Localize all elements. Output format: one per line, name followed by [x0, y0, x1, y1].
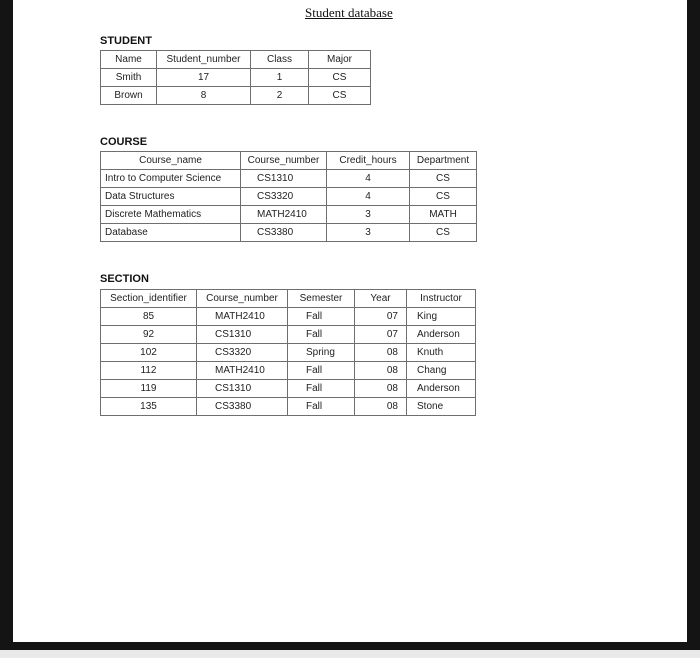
table-cell: King: [407, 308, 476, 326]
table-cell: Fall: [288, 326, 355, 344]
table-row: [101, 69, 371, 87]
table-row: [101, 326, 476, 344]
table-row: [101, 206, 477, 224]
student-table-label: STUDENT: [100, 35, 152, 47]
column-header: Section_identifier: [101, 290, 197, 308]
table-cell: 4: [327, 170, 410, 188]
bottom-strip: [0, 650, 700, 658]
table-cell: Fall: [288, 362, 355, 380]
table-cell: CS3380: [197, 398, 288, 416]
table-cell: Spring: [288, 344, 355, 362]
table-row: [101, 362, 476, 380]
table-row: [101, 224, 477, 242]
table-cell: Data Structures: [101, 188, 241, 206]
table-cell: 135: [101, 398, 197, 416]
table-row: [101, 188, 477, 206]
table-cell: CS: [410, 170, 477, 188]
table-cell: 4: [327, 188, 410, 206]
table-cell: CS1310: [197, 326, 288, 344]
table-cell: CS: [309, 87, 371, 105]
table-cell: MATH2410: [197, 308, 288, 326]
table-row: [101, 170, 477, 188]
table-cell: 102: [101, 344, 197, 362]
table-cell: Chang: [407, 362, 476, 380]
table-cell: 85: [101, 308, 197, 326]
table-cell: 17: [157, 69, 251, 87]
table-cell: CS: [309, 69, 371, 87]
column-header: Course_name: [101, 152, 241, 170]
table-cell: Fall: [288, 398, 355, 416]
student-table: [100, 50, 371, 105]
table-cell: 07: [355, 308, 407, 326]
column-header: Name: [101, 51, 157, 69]
table-cell: CS3320: [197, 344, 288, 362]
table-cell: Stone: [407, 398, 476, 416]
table-cell: 08: [355, 380, 407, 398]
table-row: [101, 344, 476, 362]
table-cell: CS: [410, 188, 477, 206]
table-cell: Smith: [101, 69, 157, 87]
table-cell: 1: [251, 69, 309, 87]
course-table: [100, 151, 477, 242]
table-cell: 2: [251, 87, 309, 105]
table-cell: MATH2410: [241, 206, 327, 224]
table-cell: Brown: [101, 87, 157, 105]
table-cell: 3: [327, 224, 410, 242]
table-cell: Knuth: [407, 344, 476, 362]
table-cell: CS1310: [241, 170, 327, 188]
table-cell: Fall: [288, 380, 355, 398]
table-row: [101, 380, 476, 398]
column-header: Course_number: [241, 152, 327, 170]
table-cell: 3: [327, 206, 410, 224]
table-cell: CS3320: [241, 188, 327, 206]
table-row: [101, 398, 476, 416]
section-table-label: SECTION: [100, 273, 149, 285]
column-header: Class: [251, 51, 309, 69]
column-header: Course_number: [197, 290, 288, 308]
table-cell: MATH: [410, 206, 477, 224]
table-cell: Discrete Mathematics: [101, 206, 241, 224]
section-table: [100, 289, 476, 416]
table-cell: 07: [355, 326, 407, 344]
table-row: [101, 308, 476, 326]
column-header: Student_number: [157, 51, 251, 69]
table-cell: Database: [101, 224, 241, 242]
table-cell: CS3380: [241, 224, 327, 242]
table-cell: CS: [410, 224, 477, 242]
page-title: Student database: [305, 5, 393, 20]
table-cell: Intro to Computer Science: [101, 170, 241, 188]
course-table-label: COURSE: [100, 136, 148, 148]
column-header: Credit_hours: [327, 152, 410, 170]
table-cell: MATH2410: [197, 362, 288, 380]
column-header: Instructor: [407, 290, 476, 308]
column-header: Major: [309, 51, 371, 69]
table-cell: 119: [101, 380, 197, 398]
table-cell: 08: [355, 344, 407, 362]
table-cell: 8: [157, 87, 251, 105]
table-cell: Anderson: [407, 326, 476, 344]
table-cell: 112: [101, 362, 197, 380]
document-page: [13, 0, 687, 642]
table-row: [101, 87, 371, 105]
column-header: Semester: [288, 290, 355, 308]
table-cell: 08: [355, 362, 407, 380]
table-cell: Anderson: [407, 380, 476, 398]
column-header: Department: [410, 152, 477, 170]
table-cell: 92: [101, 326, 197, 344]
column-header: Year: [355, 290, 407, 308]
table-cell: Fall: [288, 308, 355, 326]
table-cell: 08: [355, 398, 407, 416]
table-cell: CS1310: [197, 380, 288, 398]
